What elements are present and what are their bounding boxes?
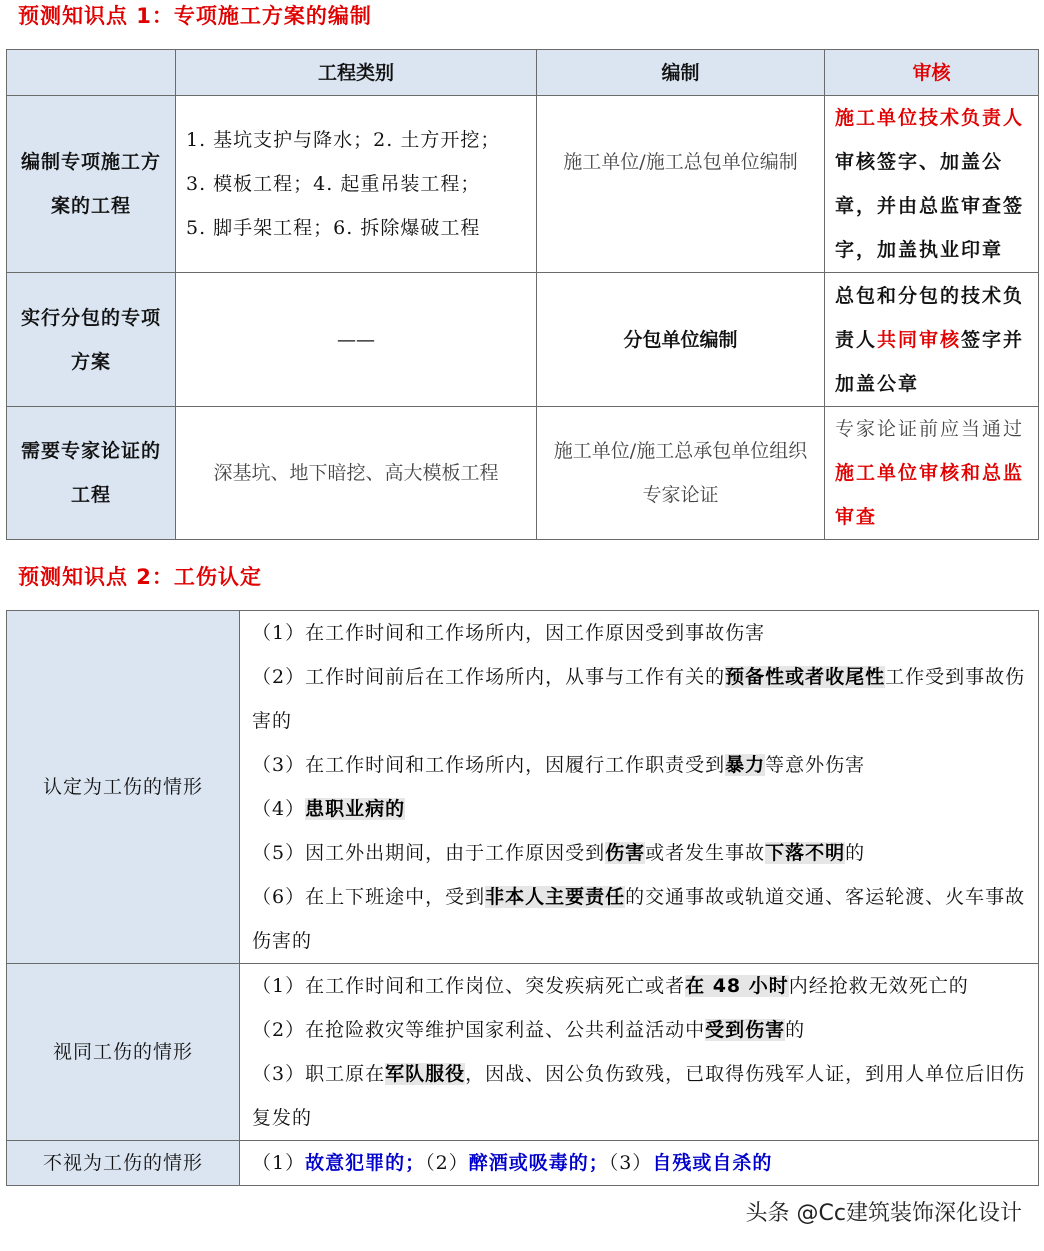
row-label: 实行分包的专项方案 <box>7 273 176 407</box>
review-highlight: 共同审核 <box>877 328 962 351</box>
items-cell <box>240 1141 1039 1186</box>
items-cell <box>240 611 1039 964</box>
review-text: 审核签字、加盖公章，并由总监审查签字，加盖执业印章 <box>835 151 1025 261</box>
row-label: 不视为工伤的情形 <box>7 1141 240 1186</box>
header-blank <box>7 50 176 96</box>
table-row <box>7 273 1039 407</box>
row-label: 认定为工伤的情形 <box>7 611 240 964</box>
review-text: 专家论证前应当通过 <box>835 418 1025 440</box>
row-label: 需要专家论证的工程 <box>7 407 176 540</box>
table-row <box>7 1141 1039 1186</box>
review-cell <box>825 96 1039 273</box>
review-text: 签字并加盖公章 <box>835 328 1025 395</box>
prepare-cell: 施工单位/施工总承包单位组织专家论证 <box>537 407 825 540</box>
review-cell <box>825 407 1039 540</box>
items-cell <box>240 964 1039 1141</box>
review-text: 总包和分包的技术负责人 <box>835 284 1025 351</box>
prepare-cell: 施工单位/施工总包单位编制 <box>537 96 825 273</box>
header-prepare: 编制 <box>537 50 825 96</box>
section2-title: 预测知识点 2：工伤认定 <box>18 565 262 589</box>
special-plan-table <box>6 49 1039 540</box>
row-label: 视同工伤的情形 <box>7 964 240 1141</box>
review-highlight: 施工单位审核和总监审查 <box>835 462 1025 528</box>
list-item: （1）在工作时间和工作岗位、突发疾病死亡或者在 48 小时内经抢救无效死亡的 <box>252 975 969 997</box>
list-item: （3）职工原在军队服役，因战、因公负伤致残，已取得伤残军人证，到用人单位后旧伤复发的 <box>252 1063 1026 1129</box>
list-item: （2）工作时间前后在工作场所内，从事与工作有关的预备性或者收尾性工作受到事故伤害的 <box>252 666 1026 732</box>
prepare-cell: 分包单位编制 <box>537 273 825 407</box>
table-row <box>7 96 1039 273</box>
row-label: 编制专项施工方案的工程 <box>7 96 176 273</box>
header-review: 审核 <box>825 50 1039 96</box>
category-line: 3. 模板工程；4. 起重吊装工程； <box>186 173 481 195</box>
category-cell: —— <box>176 273 537 407</box>
category-cell <box>176 96 537 273</box>
category-cell: 深基坑、地下暗挖、高大模板工程 <box>176 407 537 540</box>
category-line: 5. 脚手架工程；6. 拆除爆破工程 <box>186 217 481 239</box>
watermark: 头条 @Cc建筑装饰深化设计 <box>745 1201 1022 1226</box>
table-row <box>7 964 1039 1141</box>
review-cell <box>825 273 1039 407</box>
list-item: （6）在上下班途中，受到非本人主要责任的交通事故或轨道交通、客运轮渡、火车事故伤害的 <box>252 886 1026 952</box>
injury-table <box>6 610 1039 1186</box>
table-row <box>7 611 1039 964</box>
list-item: （3）在工作时间和工作场所内，因履行工作职责受到暴力等意外伤害 <box>252 754 866 776</box>
list-item: （1）在工作时间和工作场所内，因工作原因受到事故伤害 <box>252 622 766 644</box>
list-item: （1）故意犯罪的；（2）醉酒或吸毒的；（3）自残或自杀的 <box>252 1152 773 1174</box>
header-category: 工程类别 <box>176 50 537 96</box>
list-item: （4）患职业病的 <box>252 798 406 820</box>
list-item: （2）在抢险救灾等维护国家利益、公共利益活动中受到伤害的 <box>252 1019 806 1041</box>
table-row <box>7 407 1039 540</box>
list-item: （5）因工外出期间，由于工作原因受到伤害或者发生事故下落不明的 <box>252 842 866 864</box>
category-line: 1. 基坑支护与降水；2. 土方开挖； <box>186 129 501 151</box>
section1-title: 预测知识点 1：专项施工方案的编制 <box>18 4 372 28</box>
table-header-row <box>7 50 1039 96</box>
review-highlight: 施工单位技术负责人 <box>835 107 1025 129</box>
